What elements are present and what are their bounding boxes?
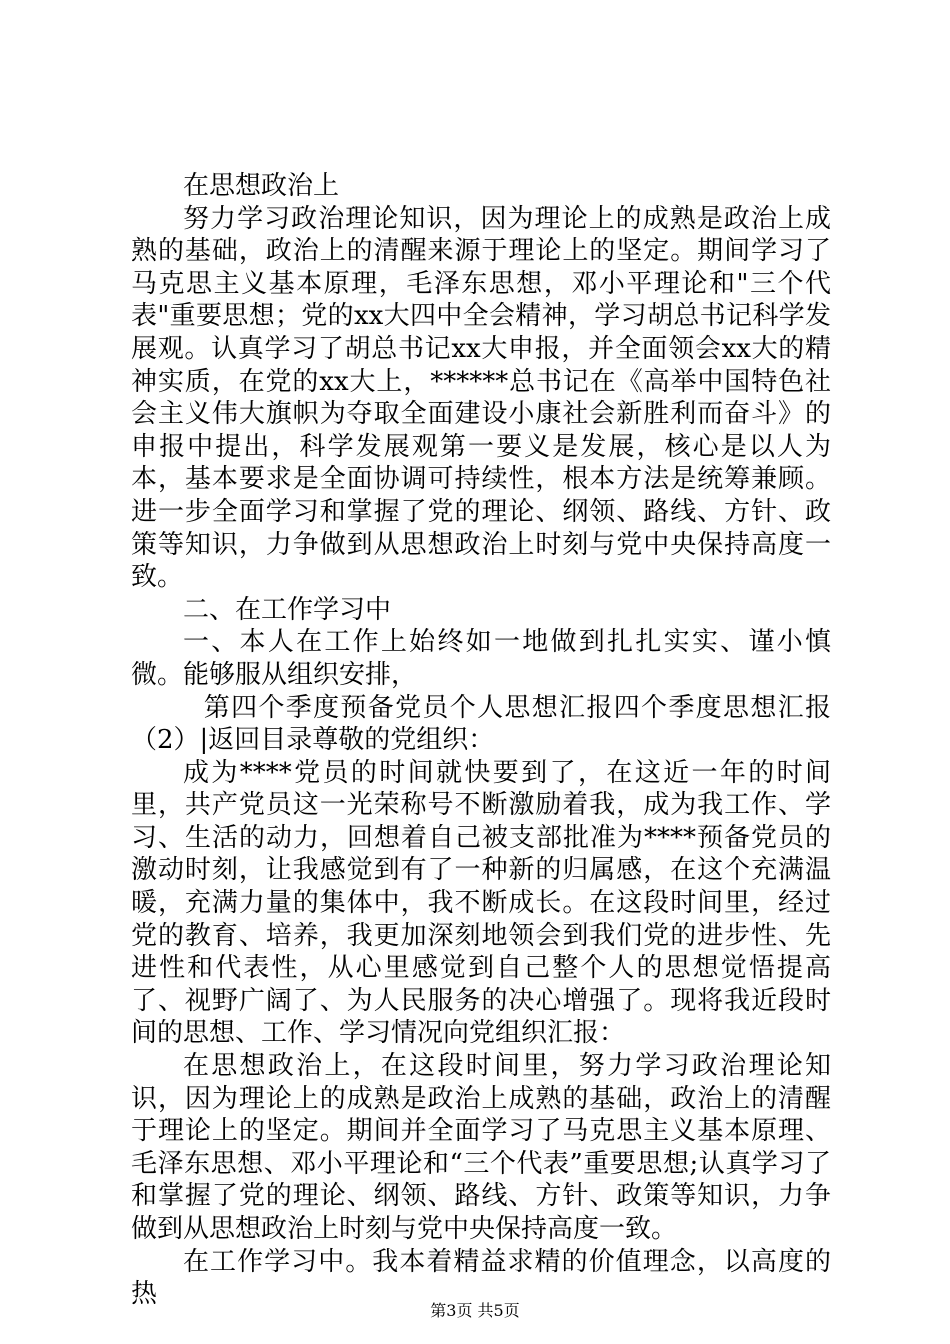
paragraph: 一、本人在工作上始终如一地做到扎扎实实、谨小慎微。能够服从组织安排， [131, 627, 831, 690]
paragraph-title: 第四个季度预备党员个人思想汇报四个季度思想汇报（2）|返回目录尊敬的党组织： [131, 692, 831, 756]
paragraph-heading: 二、在工作学习中 [183, 594, 392, 625]
paragraph: 在工作学习中。我本着精益求精的价值理念，以高度的热 [131, 1246, 831, 1310]
paragraph: 在思想政治上，在这段时间里，努力学习政治理论知识，因为理论上的成熟是政治上成熟的基础，政治上的清醒于理论上的坚定。期间并全面学习了马克思主义基本原理、毛泽东思想、邓小平理论和“三个代表”重要思想;认真学习了和掌握了党的理论、纲领、路线、方针、政策等知识，力争做到从思想政治上时刻与党中央保持高度一致。 [131, 1051, 831, 1244]
page-number-footer: 第3页 共5页 [430, 1301, 520, 1320]
paragraph-heading: 在思想政治上 [183, 171, 340, 201]
paragraph: 努力学习政治理论知识，因为理论上的成熟是政治上成熟的基础，政治上的清醒来源于理论上的坚定。期间学习了马克思主义基本原理，毛泽东思想，邓小平理论和"三个代表"重要思想；党的xx大四中全会精神，学习胡总书记科学发展观。认真学习了胡总书记xx大申报，并全面领会xx大的精神实质，在党的xx大上，******总书记在《高举中国特色社会主义伟大旗帜为夺取全面建设小康社会新胜利而奋斗》的申报中提出，科学发展观第一要义是发展，核心是以人为本，基本要求是全面协调可持续性，根本方法是统筹兼顾。进一步全面学习和掌握了党的理论、纲领、路线、方针、政策等知识，力争做到从思想政治上时刻与党中央保持高度一致。 [131, 203, 831, 593]
paragraph: 成为****党员的时间就快要到了，在这近一年的时间里，共产党员这一光荣称号不断激励着我，成为我工作、学习、生活的动力，回想着自己被支部批准为****预备党员的激动时刻，让我感觉到有了一种新的归属感，在这个充满温暖，充满力量的集体中，我不断成长。在这段时间里，经过党的教育、培养，我更加深刻地领会到我们党的进步性、先进性和代表性，从心里感觉到自己整个人的思想觉悟提高了、视野广阔了、为人民服务的决心增强了。现将我近段时间的思想、工作、学习情况向党组织汇报： [131, 757, 831, 1049]
document-body [131, 170, 831, 1311]
